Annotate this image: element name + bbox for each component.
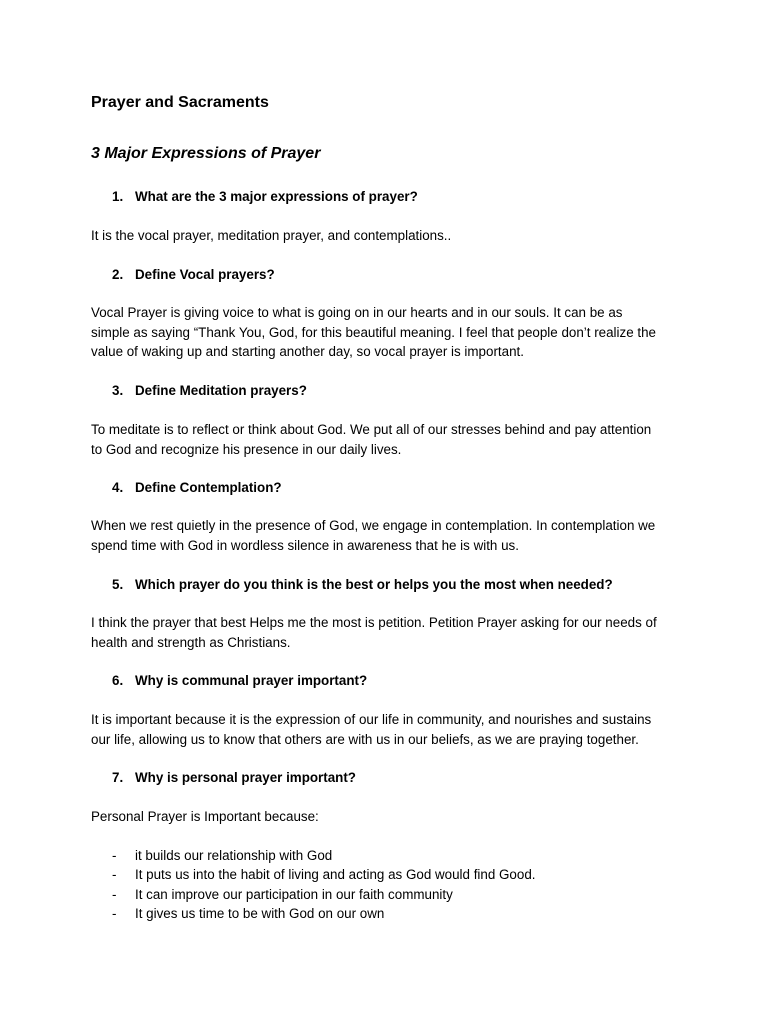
bullet-text: It gives us time to be with God on our own — [135, 906, 385, 921]
answer-line: health and strength as Christians. — [91, 634, 291, 650]
answer-line: When we rest quietly in the presence of God, we engage in contemplation. In contemplation we — [91, 518, 656, 533]
question-6 — [112, 671, 367, 691]
answer-line: our life, allowing us to know that others are with us in our beliefs, as we are praying together. — [91, 731, 639, 747]
document-title: Prayer and Sacraments — [91, 94, 269, 111]
answer-line: It is important because it is the expression of our life in community, and nourishes and sustains — [91, 712, 652, 727]
bullet-text: It can improve our participation in our faith community — [135, 887, 453, 902]
section-heading: 3 Major Expressions of Prayer — [91, 145, 321, 162]
bullet-item — [112, 904, 384, 924]
question-text: Define Contemplation? — [135, 480, 282, 495]
question-5 — [112, 575, 613, 595]
answer-line: To meditate is to reflect or think about God. We put all of our stresses behind and pay attention — [91, 422, 652, 437]
bullet-item — [112, 846, 332, 866]
answer-line: value of waking up and starting another day, so vocal prayer is important. — [91, 344, 524, 359]
answer-line: simple as saying “Thank You, God, for this beautiful meaning. I feel that people don’t realize the — [91, 324, 656, 340]
answer-line: Vocal Prayer is giving voice to what is going on in our hearts and in our souls. It can be as — [91, 305, 623, 320]
question-text: Why is communal prayer important? — [135, 673, 368, 688]
bullet-marker: - — [112, 887, 117, 902]
question-text: Define Meditation prayers? — [135, 383, 307, 398]
answer-6 — [91, 710, 691, 749]
bullet-marker: - — [112, 848, 117, 863]
question-text: Why is personal prayer important? — [135, 770, 356, 785]
question-number: 4. — [112, 480, 124, 495]
question-2 — [112, 265, 275, 285]
question-text: What are the 3 major expressions of prayer? — [135, 189, 418, 204]
bullet-item — [112, 885, 453, 905]
question-4 — [112, 478, 282, 498]
question-text: Define Vocal prayers? — [135, 267, 275, 282]
question-3 — [112, 381, 307, 401]
question-text: Which prayer do you think is the best or helps you the most when needed? — [135, 577, 613, 592]
bullet-text: It puts us into the habit of living and acting as God would find Good. — [135, 867, 536, 882]
bullet-item — [112, 865, 535, 885]
question-number: 5. — [112, 577, 124, 592]
answer-line: to God and recognize his presence in our daily lives. — [91, 441, 402, 457]
answer-4 — [91, 516, 691, 555]
question-number: 3. — [112, 383, 124, 398]
answer-5 — [91, 613, 691, 652]
answer-line: I think the prayer that best Helps me the most is petition. Petition Prayer asking for our needs of — [91, 615, 657, 630]
question-7 — [112, 768, 356, 788]
bullet-marker: - — [112, 906, 117, 921]
answer-2 — [91, 303, 691, 362]
question-number: 2. — [112, 267, 124, 282]
bullet-text: it builds our relationship with God — [135, 848, 333, 863]
bullet-marker: - — [112, 867, 117, 882]
question-number: 6. — [112, 673, 124, 688]
answer-7 — [91, 807, 691, 827]
answer-line: Personal Prayer is Important because: — [91, 809, 319, 824]
question-number: 7. — [112, 770, 124, 785]
answer-line: It is the vocal prayer, meditation prayer, and contemplations.. — [91, 228, 452, 243]
answer-3 — [91, 420, 691, 459]
answer-line: spend time with God in wordless silence in awareness that he is with us. — [91, 537, 519, 553]
question-number: 1. — [112, 189, 124, 204]
question-1 — [112, 187, 418, 207]
answer-1 — [91, 226, 691, 246]
